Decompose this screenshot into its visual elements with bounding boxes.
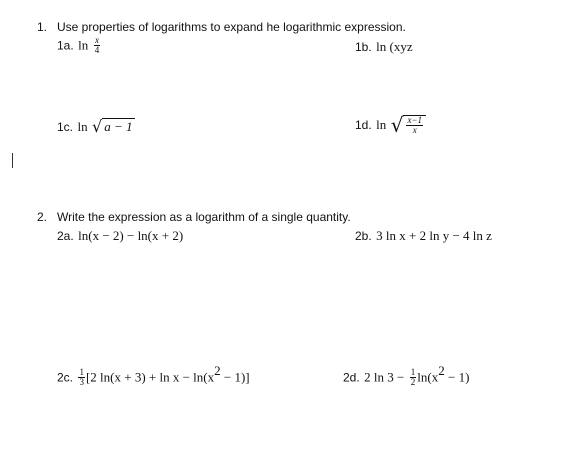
item-2d-label: 2d. (343, 370, 360, 385)
question-1-number: 1. (37, 20, 48, 34)
item-1b-label: 1b. (355, 40, 372, 54)
item-1a-label: 1a. (57, 38, 74, 53)
item-1c (57, 118, 135, 136)
item-2c-label: 2c. (57, 370, 74, 385)
item-1b (355, 38, 413, 56)
item-1d-denominator: x (412, 125, 417, 135)
question-2-prompt: Write the expression as a logarithm of a single quantity. (57, 210, 351, 224)
item-2d-denominator: 2 (410, 376, 416, 387)
item-2a-expr: ln(x − 2) − ln(x + 2) (78, 228, 184, 243)
item-1d-ln: ln (376, 117, 387, 133)
item-2c-fraction (78, 368, 85, 387)
sqrt-icon: √ (390, 113, 404, 137)
item-1a-ln: ln (78, 37, 89, 53)
item-2d (343, 363, 469, 387)
item-2c-denominator: 3 (79, 376, 84, 387)
item-2c-expr-post: − 1)] (220, 369, 250, 385)
item-1a-fraction (94, 36, 101, 55)
question-1-prompt: Use properties of logarithms to expand he logarithmic expression. (57, 20, 406, 34)
item-1d-label: 1d. (355, 118, 372, 133)
item-1c-label: 1c. (57, 120, 74, 134)
item-1d-sqrt (391, 115, 426, 135)
item-1d-numerator: x−1 (407, 115, 423, 125)
item-2d-expr-lead: 2 ln 3 − (364, 369, 405, 385)
question-2-number: 2. (37, 210, 48, 224)
item-1c-radicand: a − 1 (104, 119, 133, 135)
item-2c-exponent: 2 (214, 363, 221, 378)
item-2b (355, 227, 492, 245)
item-2c (57, 363, 250, 387)
item-1d (355, 115, 426, 135)
item-1a (57, 36, 101, 55)
item-1c-sqrt (92, 118, 134, 135)
item-2b-label: 2b. (355, 229, 372, 243)
item-2a (57, 227, 183, 245)
item-1a-denominator: 4 (94, 45, 100, 55)
item-2d-fraction (410, 368, 417, 387)
item-1d-radicand (403, 115, 426, 135)
item-1b-expr: ln (xyz (376, 39, 413, 54)
sqrt-icon: √ (92, 117, 103, 137)
item-1d-fraction (406, 116, 423, 135)
item-2b-expr: 3 ln x + 2 ln y − 4 ln z (376, 228, 492, 243)
item-1a-numerator: x (94, 35, 99, 45)
item-2a-label: 2a. (57, 229, 74, 243)
item-2d-expr-pre: ln(x (417, 369, 439, 385)
item-2d-expr-post: − 1) (444, 369, 470, 385)
item-2d-numerator: 1 (410, 366, 416, 377)
item-1c-ln: ln (77, 119, 88, 134)
item-2d-exponent: 2 (438, 363, 445, 378)
item-2c-expr-pre: [2 ln(x + 3) + ln x − ln(x (85, 369, 215, 385)
text-cursor (12, 153, 13, 168)
item-2c-numerator: 1 (79, 366, 84, 377)
